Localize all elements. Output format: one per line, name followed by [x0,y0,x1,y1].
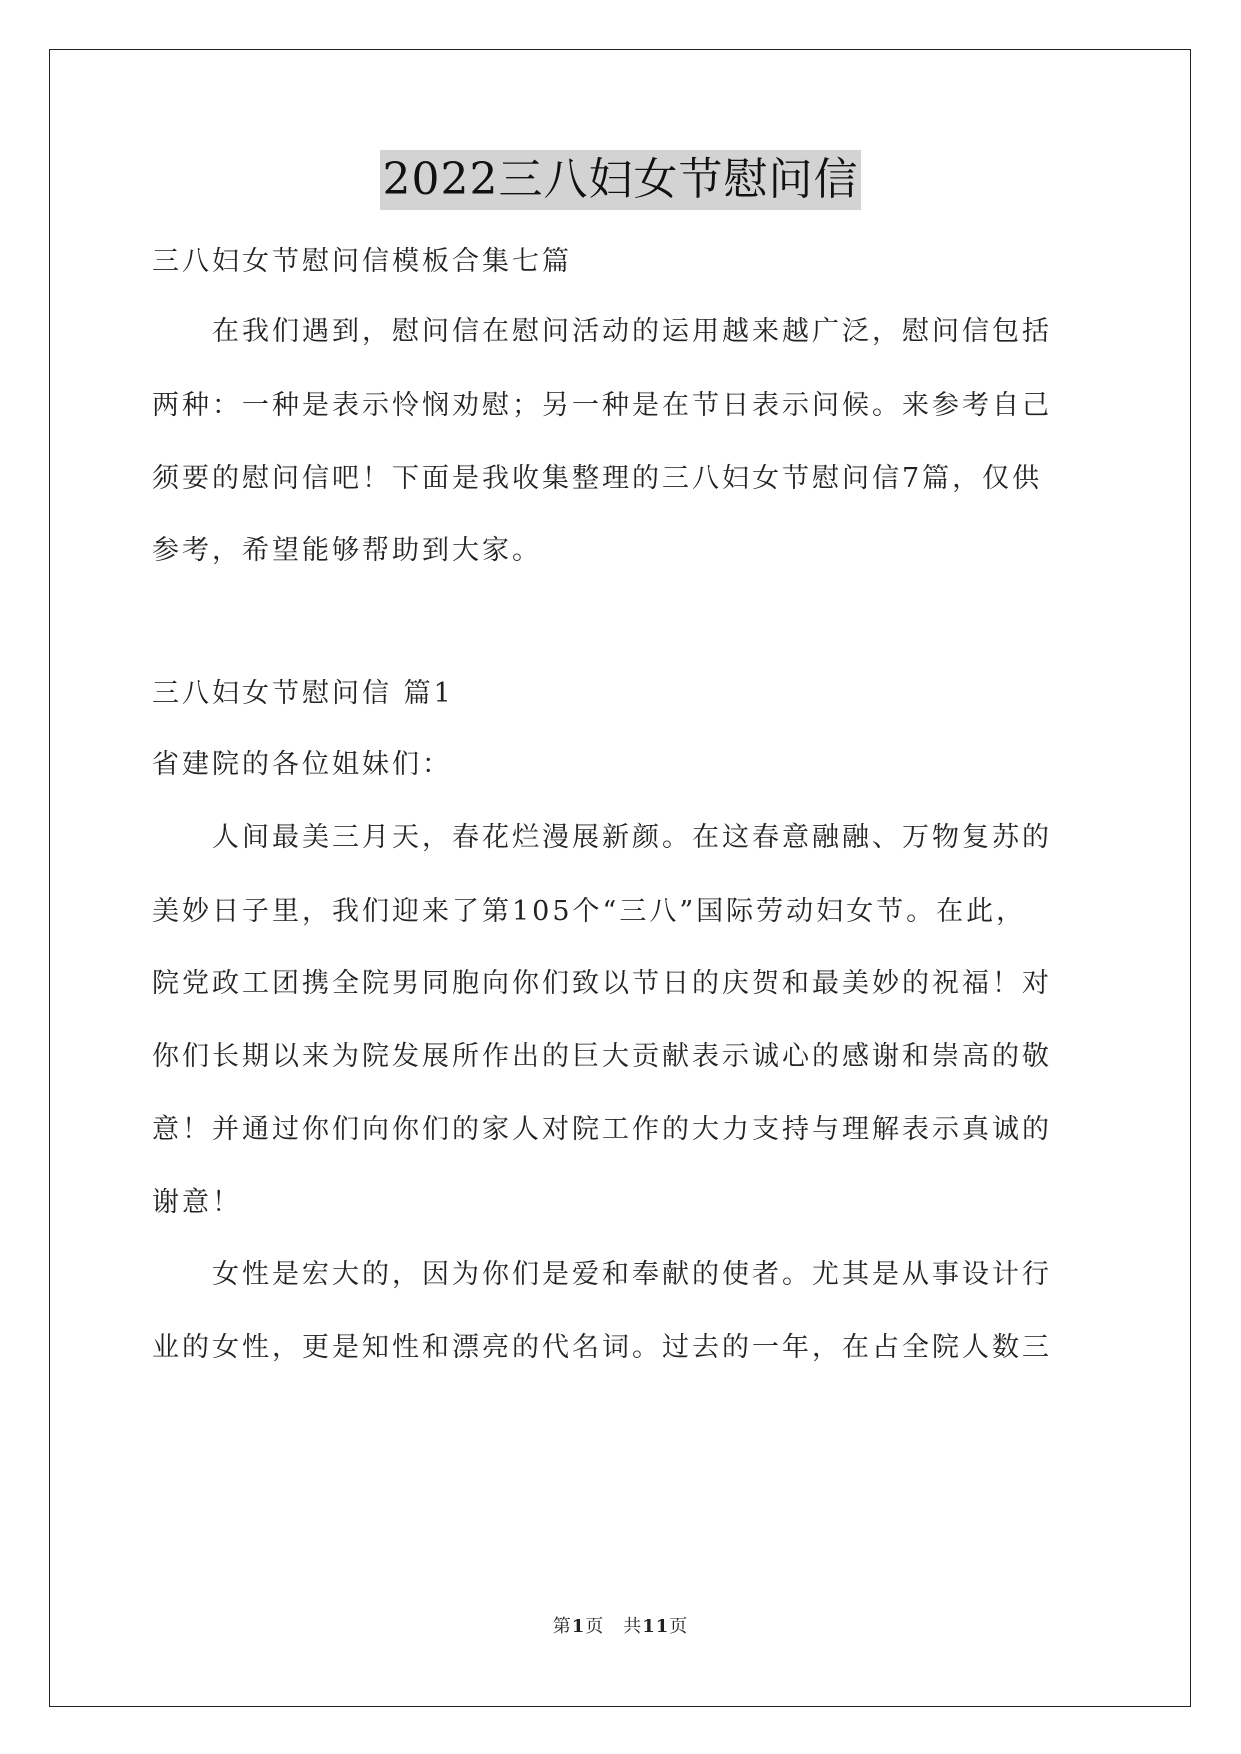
page-border [49,49,1191,1707]
paragraph-line: 谢意！ [152,1187,242,1218]
footer-mid: 页 共 [585,1616,643,1637]
footer-suffix: 页 [669,1616,689,1637]
paragraph-line: 意！并通过你们向你们的家人对院工作的大力支持与理解表示真诚的 [152,1114,1052,1145]
footer-page-current: 1 [571,1616,586,1637]
paragraph-line: 两种：一种是表示怜悯劝慰；另一种是在节日表示问候。来参考自己 [152,390,1052,421]
paragraph-line: 在我们遇到，慰问信在慰问活动的运用越来越广泛，慰问信包括 [152,316,1052,347]
paragraph-line: 女性是宏大的，因为你们是爱和奉献的使者。尤其是从事设计行 [152,1259,1052,1290]
paragraph-line: 参考，希望能够帮助到大家。 [152,535,542,566]
paragraph-line: 美妙日子里，我们迎来了第105个“三八”国际劳动妇女节。在此， [152,896,1027,927]
salutation-line: 省建院的各位姐妹们： [152,749,452,780]
title-wrap [0,150,1241,210]
paragraph-line: 须要的慰问信吧！下面是我收集整理的三八妇女节慰问信7篇，仅供 [152,463,1043,494]
page-footer [0,1612,1241,1638]
paragraph-line: 业的女性，更是知性和漂亮的代名词。过去的一年，在占全院人数三 [152,1332,1052,1363]
paragraph-line: 院党政工团携全院男同胞向你们致以节日的庆贺和最美妙的祝福！对 [152,968,1052,999]
document-title: 2022三八妇女节慰问信 [380,150,862,210]
paragraph-line: 人间最美三月天，春花烂漫展新颜。在这春意融融、万物复苏的 [152,822,1052,853]
footer-page-total: 11 [642,1616,670,1637]
paragraph-line: 你们长期以来为院发展所作出的巨大贡献表示诚心的感谢和崇高的敬 [152,1041,1052,1072]
footer-prefix: 第 [552,1616,572,1637]
subtitle-line: 三八妇女节慰问信模板合集七篇 [152,246,572,277]
section-heading: 三八妇女节慰问信 篇1 [152,678,454,709]
